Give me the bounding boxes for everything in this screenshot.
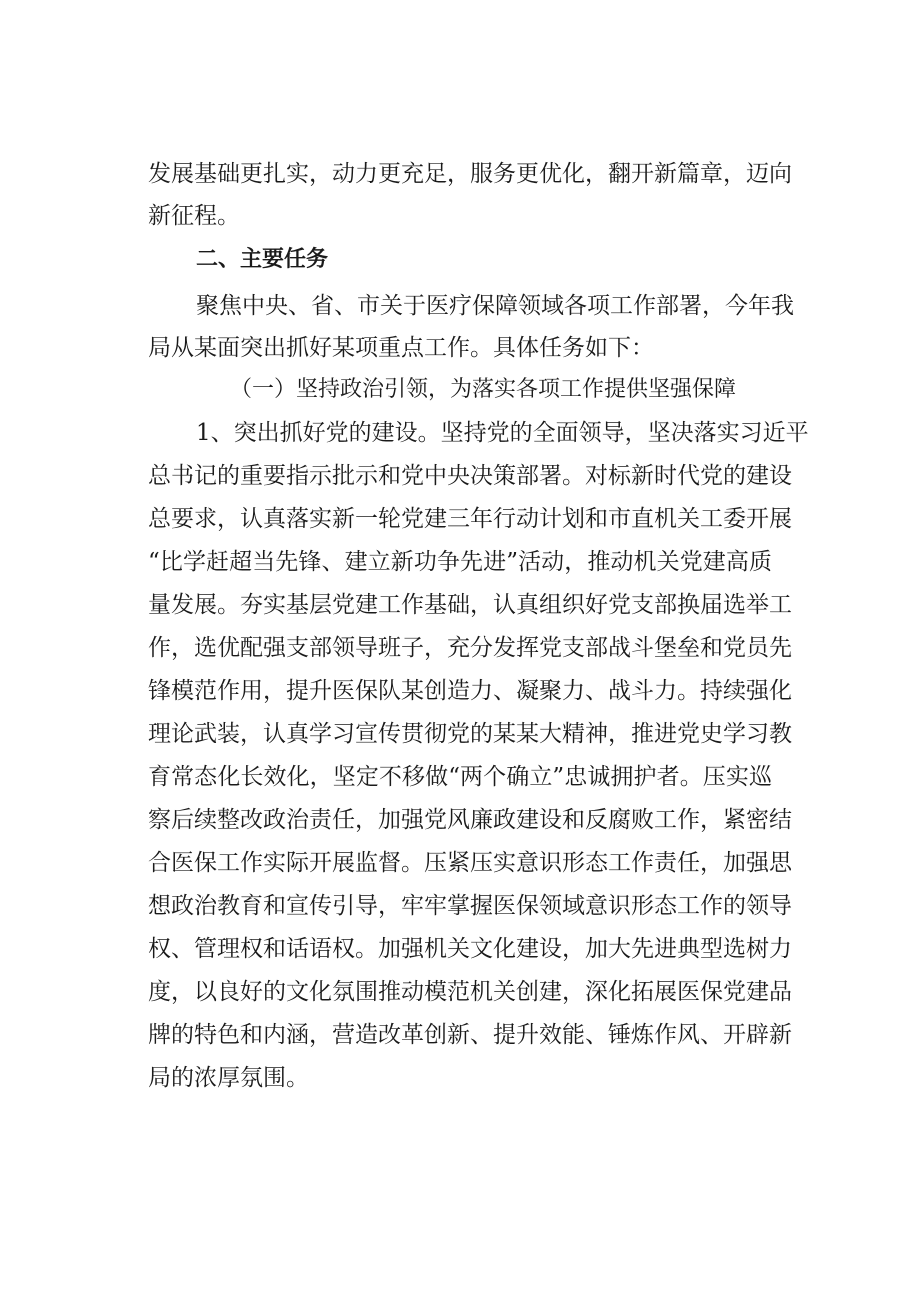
item-line-16: 局的浓厚氛围。 [148,1065,309,1091]
section-heading: 二、主要任务 [196,247,329,272]
subsection-heading: （一）坚持政治引领，为落实各项工作提供坚强保障 [230,377,737,402]
item-line-9: 育常态化长效化，坚定不移做“两个确立”忠诚拥护者。压实巡 [148,764,772,790]
section-para-line-2: 局从某面突出抓好某项重点工作。具体任务如下： [148,335,654,361]
item-line-8: 理论武装，认真学习宣传贯彻党的某某大精神，推进党史学习教 [148,721,792,747]
item-line-14: 度，以良好的文化氛围推动模范机关创建，深化拓展医保党建品 [148,979,792,1005]
item-line-2: 总书记的重要指示批示和党中央决策部署。对标新时代党的建设 [148,463,792,489]
item-line-7: 锋模范作用，提升医保队某创造力、凝聚力、战斗力。持续强化 [148,678,792,704]
item-line-5: 量发展。夯实基层党建工作基础，认真组织好党支部换届选举工 [148,592,792,618]
item-line-15: 牌的特色和内涵，营造改革创新、提升效能、锤炼作风、开辟新 [148,1022,792,1048]
item-line-13: 权、管理权和话语权。加强机关文化建设，加大先进典型选树力 [148,936,792,962]
item-line-3: 总要求，认真落实新一轮党建三年行动计划和市直机关工委开展 [148,506,792,532]
item-line-4: “比学赶超当先锋、建立新功争先进”活动，推动机关党建高质 [148,549,772,575]
item-line-6: 作，选优配强支部领导班子，充分发挥党支部战斗堡垒和党员先 [148,635,792,661]
item-line-10: 察后续整改政治责任，加强党风廉政建设和反腐败工作，紧密结 [148,807,792,833]
item-line-1: 1、突出抓好党的建设。坚持党的全面领导，坚决落实习近平 [196,420,809,446]
intro-line-2: 新征程。 [148,203,240,229]
item-line-12: 想政治教育和宣传引导，牢牢掌握医保领域意识形态工作的领导 [148,893,792,919]
section-para-line-1: 聚焦中央、省、市关于医疗保障领域各项工作部署，今年我 [196,293,794,319]
item-line-11: 合医保工作实际开展监督。压紧压实意识形态工作责任，加强思 [148,850,792,876]
intro-line-1: 发展基础更扎实，动力更充足，服务更优化，翻开新篇章，迈向 [148,161,792,187]
